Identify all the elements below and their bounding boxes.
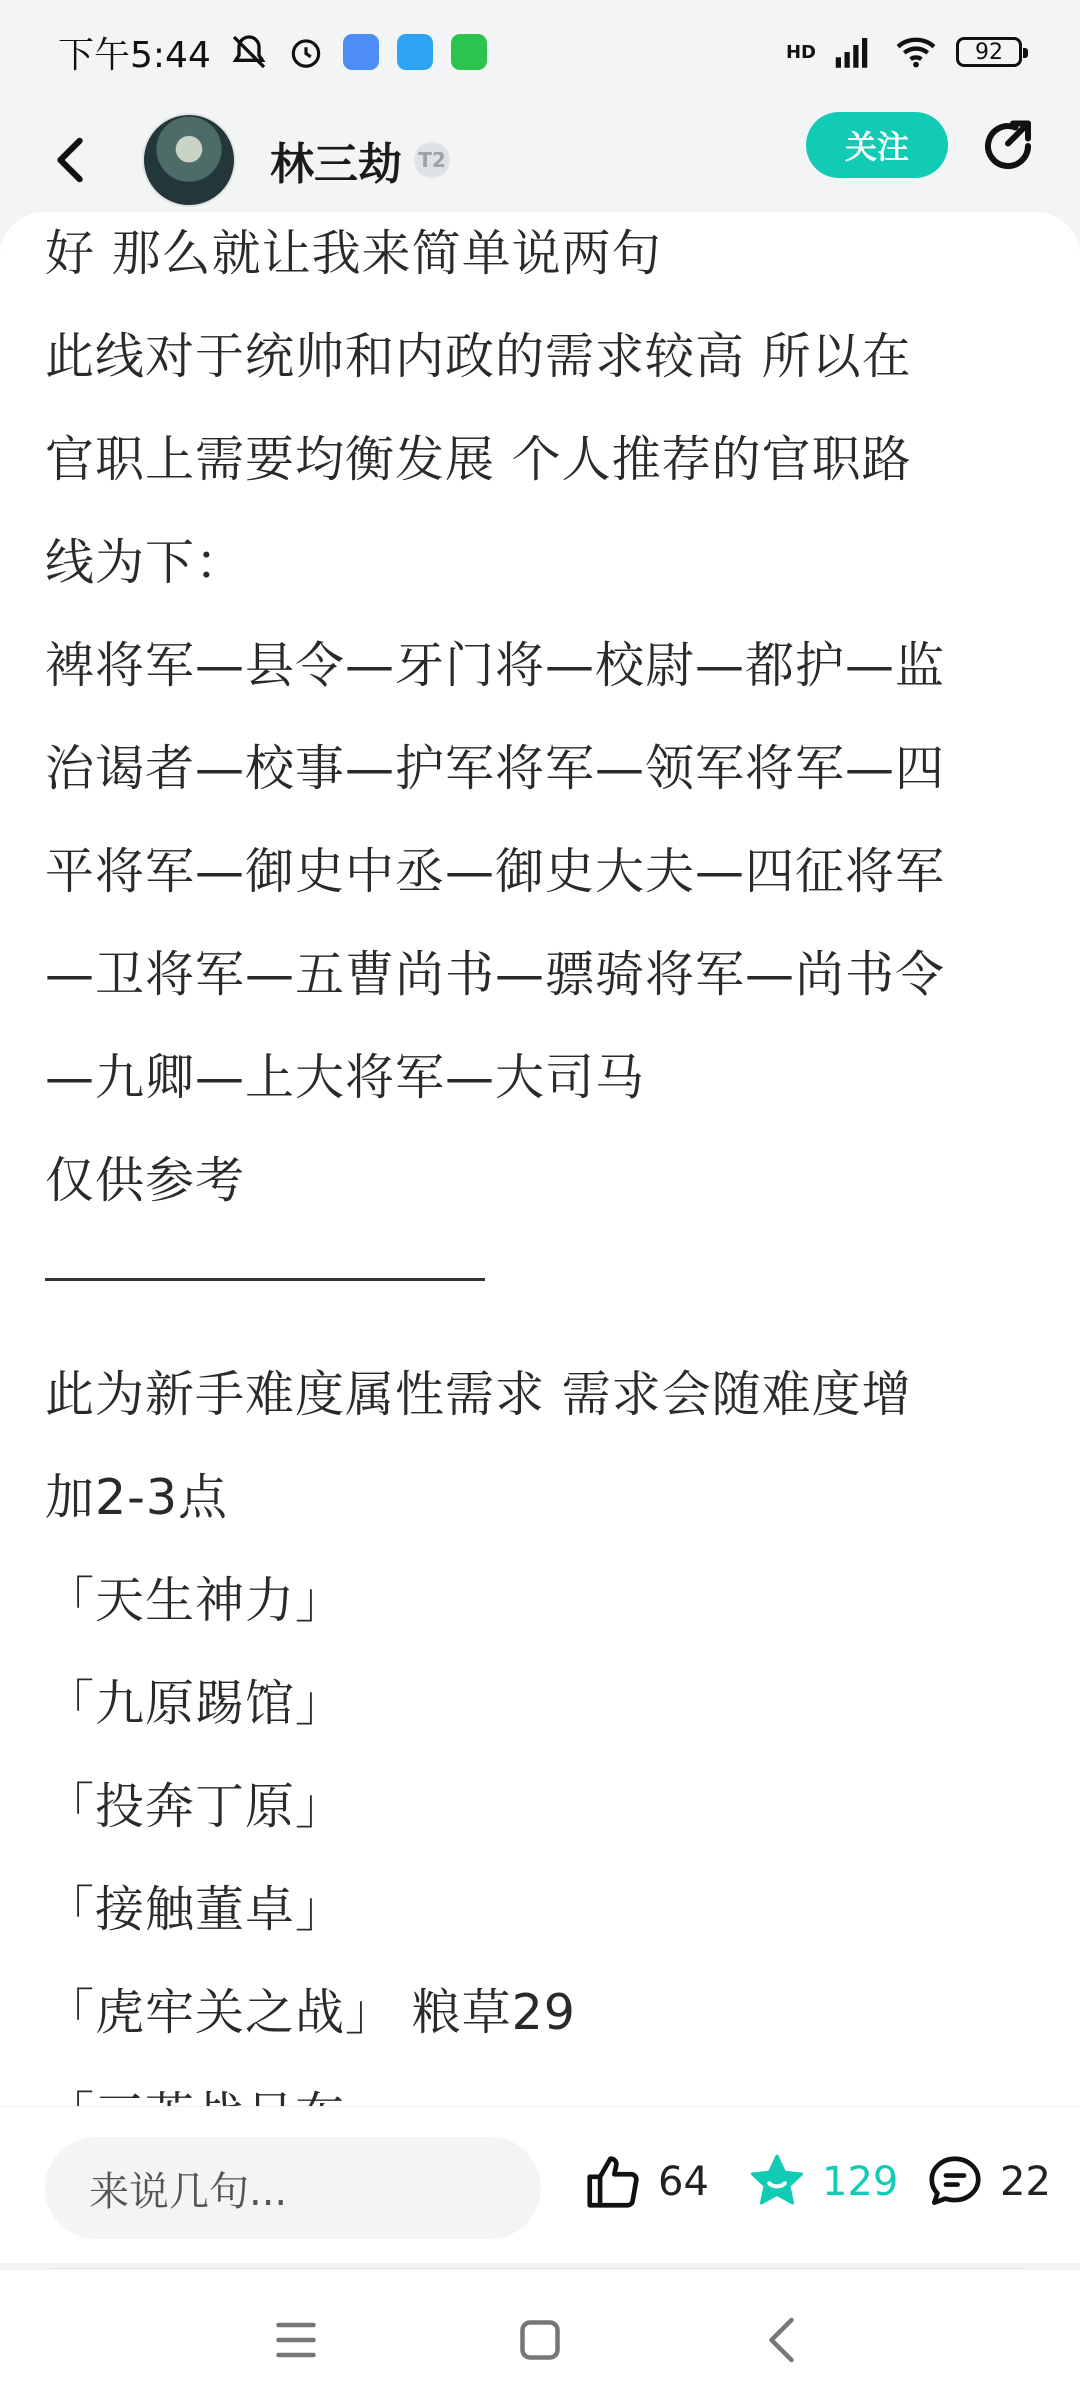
comment-button[interactable] <box>924 2151 1051 2213</box>
article-line: 此线对于统帅和内政的需求较高 所以在 <box>45 328 912 385</box>
menu-icon <box>266 2310 326 2370</box>
article-line: 官职上需要均衡发展 个人推荐的官职路 <box>45 431 912 488</box>
bottom-action-bar <box>0 2106 1080 2263</box>
article-body <box>45 212 1045 2167</box>
back-nav-button[interactable] <box>754 2310 814 2370</box>
article-line: 仅供参考 <box>45 1152 246 1209</box>
wifi-icon <box>894 34 938 70</box>
thumbs-up-icon <box>582 2151 644 2213</box>
article-line: 好 那么就让我来简单说两句 <box>45 225 662 282</box>
article-line: 此为新手难度属性需求 需求会随难度增 <box>45 1366 912 1423</box>
network-type-label: HD <box>785 41 816 63</box>
wechat-icon <box>451 34 487 70</box>
like-count: 64 <box>658 2159 709 2205</box>
article-line: 治谒者—校事—护军将军—领军将军—四 <box>45 740 946 797</box>
mute-icon <box>229 32 269 72</box>
home-square-icon <box>510 2310 570 2370</box>
star-icon <box>746 2151 808 2213</box>
article-line: 线为下： <box>45 534 246 591</box>
article-line: 「九原踢馆」 <box>45 1675 346 1732</box>
back-button[interactable] <box>40 130 100 190</box>
article-line: 「天生神力」 <box>45 1572 346 1629</box>
follow-button[interactable]: 关注 <box>806 112 948 178</box>
system-nav-bar <box>0 2270 1080 2400</box>
alarm-icon <box>287 33 325 71</box>
article-line: 「投奔丁原」 <box>45 1778 346 1835</box>
favorite-button[interactable] <box>746 2151 898 2213</box>
status-time: 下午5:44 <box>58 34 211 76</box>
article-line: 裨将军—县令—牙门将—校尉—都护—监 <box>45 637 946 694</box>
article-line: 「接触董卓」 <box>45 1881 346 1938</box>
back-chevron-icon <box>754 2310 814 2370</box>
share-button[interactable] <box>978 116 1038 176</box>
author-avatar[interactable] <box>142 113 236 207</box>
section-divider <box>45 1278 485 1281</box>
battery-level: 92 <box>975 39 1003 65</box>
menu-nav-button[interactable] <box>266 2310 326 2370</box>
favorite-count: 129 <box>822 2159 899 2205</box>
post-content <box>0 212 1080 2110</box>
cloud-app-icon <box>397 34 433 70</box>
notification-app-icon <box>343 34 379 70</box>
article-line: 「虎牢关之战」 粮草29 <box>45 1984 576 2041</box>
level-badge: T2 <box>414 142 450 178</box>
nav-divider <box>50 2268 1026 2269</box>
back-arrow-icon <box>50 135 90 185</box>
share-icon <box>978 116 1038 176</box>
author-name[interactable]: 林三劫 <box>270 139 402 190</box>
home-nav-button[interactable] <box>510 2310 570 2370</box>
article-line: 平将军—御史中丞—御史大夫—四征将军 <box>45 843 946 900</box>
comment-input[interactable]: 来说几句... <box>45 2137 541 2239</box>
article-line: 加2-3点 <box>45 1469 229 1526</box>
like-button[interactable] <box>582 2151 709 2213</box>
comment-count: 22 <box>1000 2159 1051 2205</box>
battery-icon <box>956 37 1022 67</box>
comment-icon <box>924 2151 986 2213</box>
signal-icon <box>834 34 876 70</box>
status-right <box>786 34 1022 70</box>
article-line: —卫将军—五曹尚书—骠骑将军—尚书令 <box>45 946 946 1003</box>
status-bar <box>0 0 1080 104</box>
article-line: —九卿—上大将军—大司马 <box>45 1049 646 1106</box>
status-left <box>58 27 487 78</box>
